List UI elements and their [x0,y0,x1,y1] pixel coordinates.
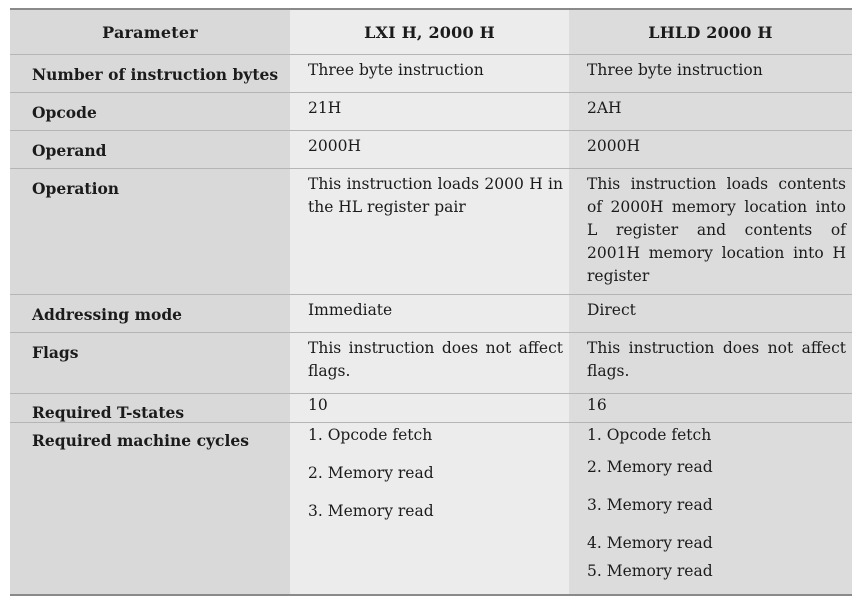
row-label [10,55,290,93]
row-label-text: Flags [32,343,79,362]
table-row [10,333,852,394]
machine-cycles-row [10,423,852,595]
lhld-cell: This instruction does not affect flags. [569,333,852,394]
table-row [10,55,852,93]
row-label [10,394,290,423]
lhld-cell: 2AH [569,93,852,131]
row-label [10,93,290,131]
lxi-cell: 2000H [290,131,569,169]
row-label-text: Addressing mode [32,305,183,324]
row-label-text: Opcode [32,103,97,122]
lhld-cell: Direct [569,295,852,333]
row-label-text: Operand [32,141,107,160]
list-item: 2. Memory read [587,458,713,476]
lxi-cell: 21H [290,93,569,131]
list-item: 4. Memory read [587,534,713,552]
list-item: 5. Memory read [587,562,713,580]
lxi-cycles-cell [290,423,569,595]
header-lxi: LXI H, 2000 H [290,9,569,55]
lxi-cell: 10 [290,394,569,423]
list-item: 2. Memory read [308,464,434,482]
instruction-comparison-table [10,8,852,596]
table-row [10,394,852,423]
lhld-cell: 2000H [569,131,852,169]
table-row [10,295,852,333]
lhld-cell: This instruction loads contents of 2000H memory location into L register and contents of 2001H memory location into H register [569,169,852,295]
row-label [10,423,290,595]
row-label [10,169,290,295]
row-label-text: Number of instruction bytes [32,65,279,84]
row-label [10,295,290,333]
comparison-table-container [10,8,852,596]
lxi-cell: Three byte instruction [290,55,569,93]
lxi-cell: Immediate [290,295,569,333]
list-item: 3. Memory read [587,496,713,514]
header-lhld: LHLD 2000 H [569,9,852,55]
row-label-text: Required machine cycles [32,431,249,450]
row-label-text: Required T-states [32,403,185,422]
lhld-cell: 16 [569,394,852,423]
header-row [10,9,852,55]
list-item: 3. Memory read [308,502,434,520]
list-item: 1. Opcode fetch [308,426,433,444]
list-item: 1. Opcode fetch [587,426,712,444]
table-row [10,93,852,131]
row-label [10,333,290,394]
lxi-cell: This instruction does not affect flags. [290,333,569,394]
row-label-text: Operation [32,179,120,198]
header-parameter: Parameter [10,9,290,55]
row-label [10,131,290,169]
lhld-cell: Three byte instruction [569,55,852,93]
lhld-cycles-cell [569,423,852,595]
lxi-cell: This instruction loads 2000 H in the HL register pair [290,169,569,295]
table-row [10,131,852,169]
table-row [10,169,852,295]
